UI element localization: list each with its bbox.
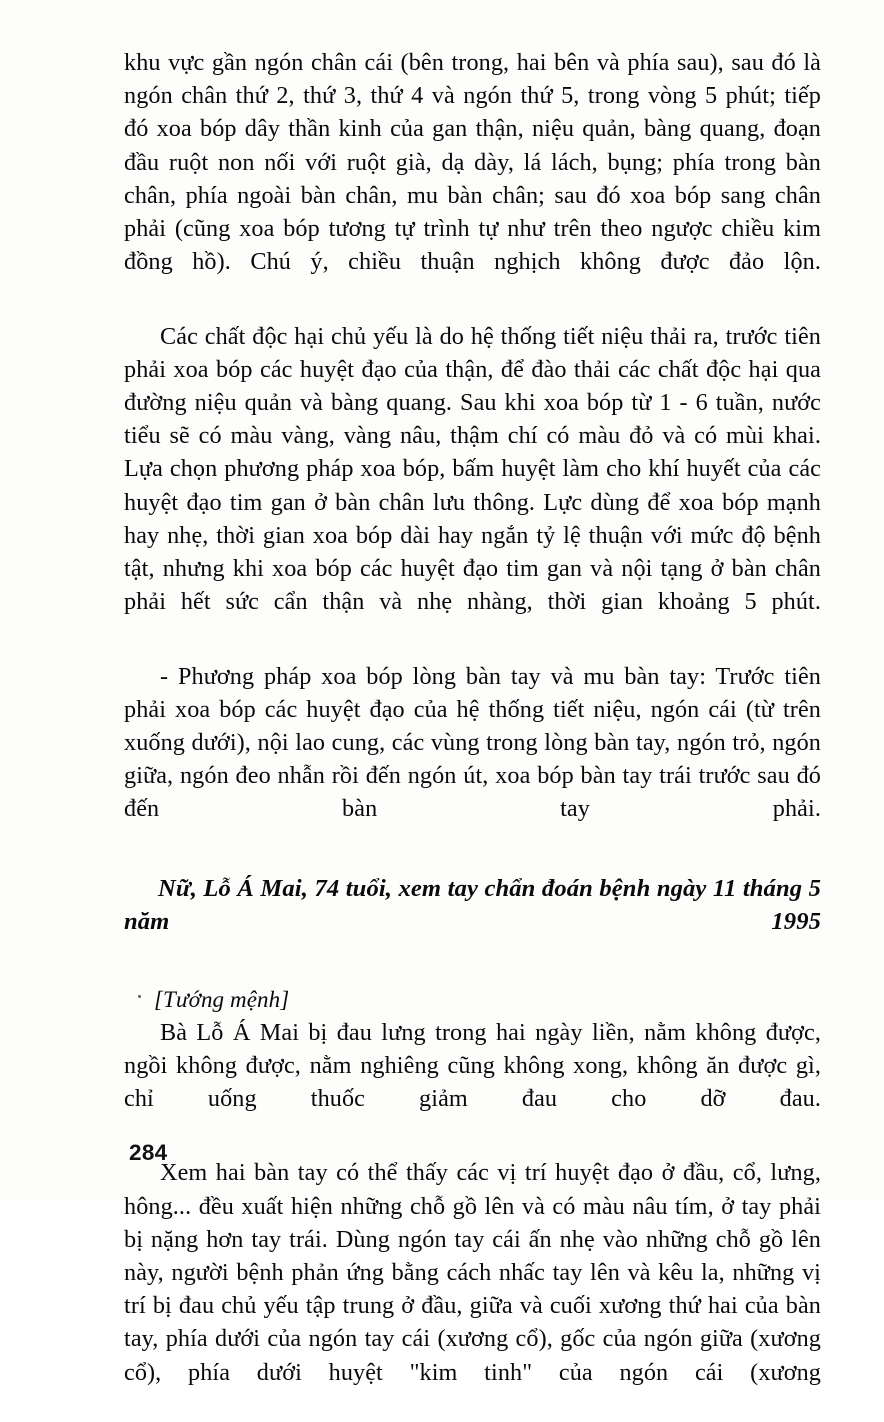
body-paragraph: Xem hai bàn tay có thể thấy các vị trí huyệt đạo ở đầu, cổ, lưng, hông... đều xuất hiện những chỗ gồ lên và có màu nâu tím, ở tay phải bị nặng hơn tay trái. Dùng ngón tay cái ấn nhẹ vào những chỗ gồ lên này, người bệnh phản ứng bằng cách nhấc tay lên và kêu la, những vị trí bị đau chủ yếu tập trung ở đầu, giữa và cuối xương thứ hai của bàn tay, phía dưới của ngón tay cái (xương cổ), gốc của ngón giữa (xương cổ), phía dưới huyệt "kim tinh" của ngón cái (xương bbox=[124, 1159, 821, 1386]
section-label-tuong-menh bbox=[124, 984, 821, 1016]
body-paragraph: Các chất độc hại chủ yếu là do hệ thống tiết niệu thải ra, trước tiên phải xoa bóp các huyệt đạo của thận, để đào thải các chất độc hại qua đường niệu quản và bàng quang. Sau khi xoa bóp từ 1 - 6 tuần, nước tiểu sẽ có màu vàng, vàng nâu, thậm chí có màu đỏ và có mùi khai. Lựa chọn phương pháp xoa bóp, bấm huyệt làm cho khí huyết của các huyệt đạo tim gan ở bàn chân lưu thông. Lực dùng để xoa bóp mạnh hay nhẹ, thời gian xoa bóp dài hay ngắn tỷ lệ thuận với mức độ bệnh tật, nhưng khi xoa bóp các huyệt đạo tim gan và nội tạng ở bàn chân phải hết sức cẩn thận và nhẹ nhàng, thời gian khoảng 5 phút. bbox=[124, 322, 821, 616]
section-label-text: [Tướng mệnh] bbox=[154, 986, 290, 1012]
body-paragraph: - Phương pháp xoa bóp lòng bàn tay và mu bàn tay: Trước tiên phải xoa bóp các huyệt đạo của hệ thống tiết niệu, ngón cái (từ trên xuống dưới), nội lao cung, các vùng trong lòng bàn tay, ngón trỏ, ngón giữa, ngón đeo nhẫn rồi đến ngón út, xoa bóp bàn tay trái trước sau đó đến bàn tay phải. bbox=[124, 662, 821, 823]
body-paragraph: khu vực gần ngón chân cái (bên trong, hai bên và phía sau), sau đó là ngón chân thứ 2, thứ 3, thứ 4 và ngón thứ 5, trong vòng 5 phút; tiếp đó xoa bóp dây thần kinh của gan thận, niệu quản, bàng quang, đoạn đầu ruột non nối với ruột già, dạ dày, lá lách, bụng; phía trong bàn chân, phía ngoài bàn chân, mu bàn chân; sau đó xoa bóp sang chân phải (cũng xoa bóp tương tự trình tự như trên theo ngược chiều kim đồng hồ). Chú ý, chiều thuận nghịch không được đảo lộn. bbox=[124, 49, 821, 276]
page-number: 284 bbox=[129, 1140, 168, 1165]
body-paragraph: Bà Lỗ Á Mai bị đau lưng trong hai ngày liền, nằm không được, ngồi không được, nằm nghiêng cũng không xong, không ăn được gì, chỉ uống thuốc giảm đau cho dỡ đau. bbox=[124, 1018, 821, 1113]
page-text-column bbox=[124, 46, 821, 1422]
case-study-heading: Nữ, Lỗ Á Mai, 74 tuổi, xem tay chẩn đoán bệnh ngày 11 tháng 5 năm 1995 bbox=[124, 874, 821, 936]
scan-speck-artifact bbox=[138, 995, 141, 998]
